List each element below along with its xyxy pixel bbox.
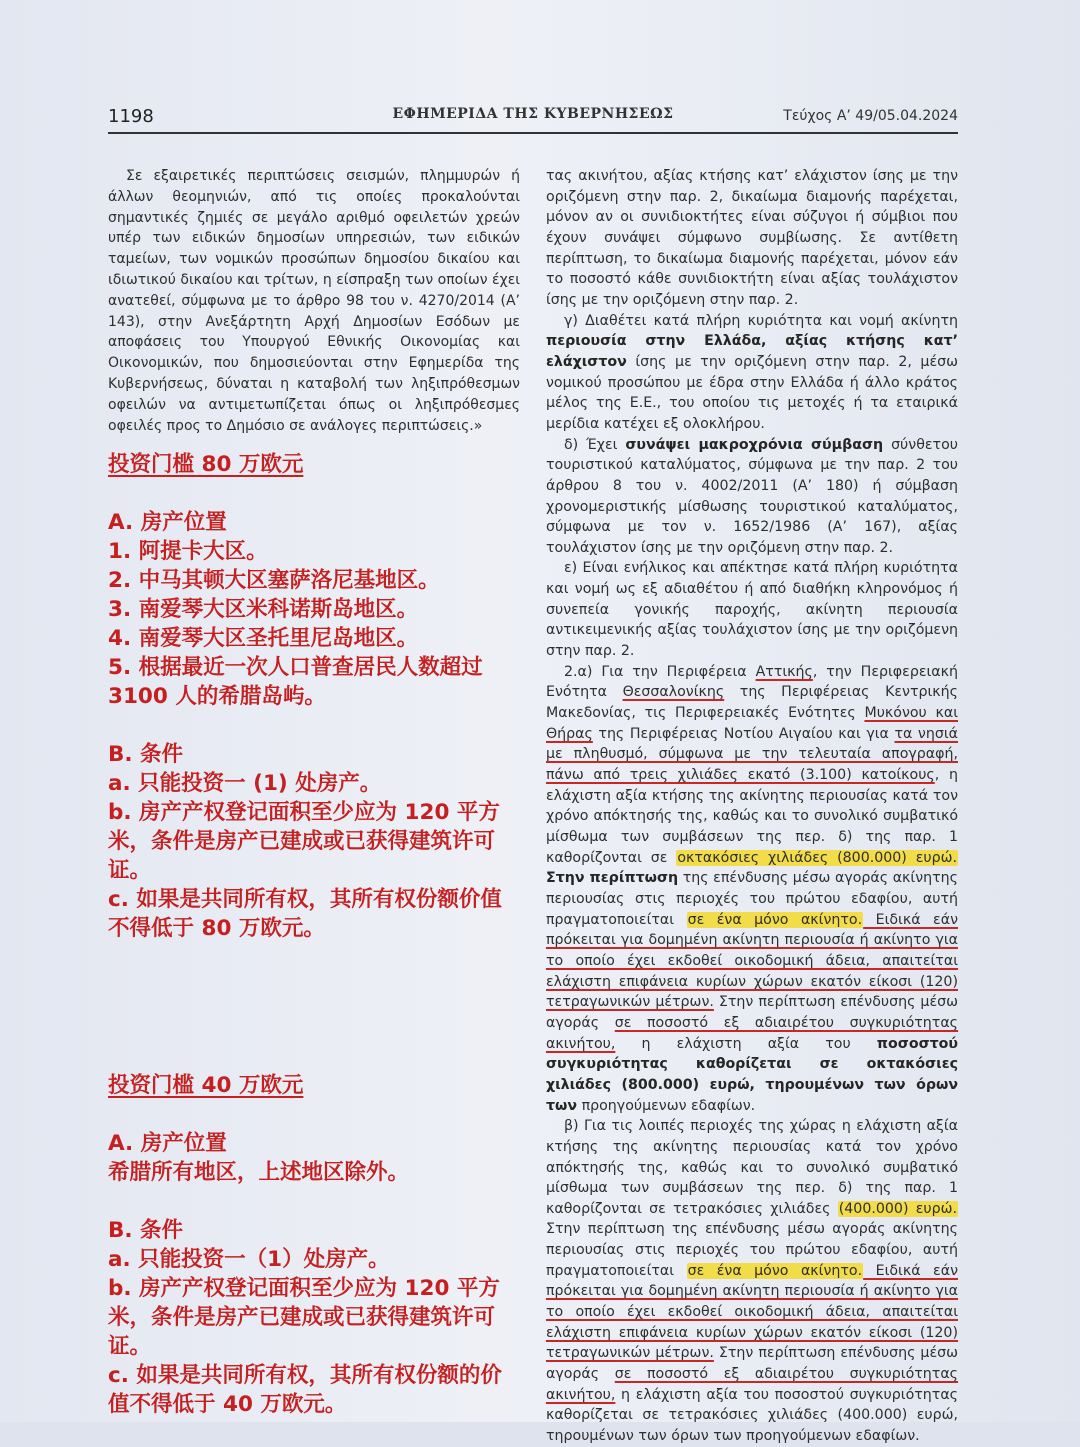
section-b-title: B. 条件 (108, 1218, 184, 1244)
location-item: 4. 南爱琴大区圣托里尼岛地区。 (108, 626, 419, 652)
section-a-title: A. 房产位置 (108, 510, 227, 536)
text-run: , η ελάχιστη αξία κτήσης της ακίνητης περιουσίας κατά τον χρόνο απόκτησής της, καθώς και το συνολικό συμβατικό μίσθωμα των συμβάσεων της περ. δ) της παρ. 1 καθορίζονται σε (546, 767, 958, 866)
page-number: 1198 (108, 106, 154, 127)
left-column (108, 166, 520, 1419)
highlighted-run: (400.000) ευρώ. (838, 1200, 957, 1217)
condition-item: a. 只能投资一 (1) 处房产。 (108, 771, 382, 797)
paragraph-delta (546, 435, 958, 559)
underlined-run: σε ποσοστό εξ αδιαιρέτου συγκυριότητας ακινήτου, (546, 1366, 959, 1403)
tier-400k (108, 1071, 520, 1419)
running-header (108, 104, 958, 134)
highlighted-run: σε ένα μόνο ακίνητο. (687, 911, 863, 928)
section-b-title: B. 条件 (108, 742, 184, 768)
highlighted-run: σε ένα μόνο ακίνητο. (687, 1262, 863, 1279)
bold-run: περιουσία στην Ελλάδα, αξίας κτήσης κατ’ ελάχιστον (546, 333, 958, 370)
paragraph-epsilon: ε) Είναι ενήλικος και απέκτησε κατά πλήρη κυριότητα και νομή ως εξ αδιαθέτου ή από διαθήκη κληρονόμος ή συνεπεία γονικής παροχής, ακίνητη περιουσία αντικειμενικής αξίας τουλάχιστον ίσης με την οριζόμενη στην παρ. 2. (546, 560, 958, 660)
text-run: η ελάχιστη αξία του (615, 1035, 877, 1052)
location-item: 2. 中马其顿大区塞萨洛尼基地区。 (108, 568, 440, 594)
text-run: προηγούμενων εδαφίων. (577, 1097, 756, 1114)
underlined-run: τα νησιά με πληθυσμό, σύμφωνα με την τελευταία απογραφή, πάνω από τρεις χιλιάδες εκατό (3.100) κατοίκους (546, 725, 958, 784)
text-run: , την Περιφερειακή Ενότητα (546, 663, 958, 701)
text-run: η ελάχιστη αξία του ποσοστού συγκυριότητας καθορίζεται σε τετρακόσιες χιλιάδες (400.000) ευρώ, τηρουμένων των όρων των προηγούμενων εδαφίων. (546, 1386, 958, 1445)
underlined-run: Ειδικά εάν πρόκειται για δομημένη ακίνητη περιουσία ή ακίνητο για το οποίο έχει εκδοθεί οικοδομική άδεια, απαιτείται ελάχιστη επιφάνεια κυρίων χώρων εκατόν είκοσι (120) τετραγωνικών μέτρων. (546, 911, 958, 1011)
text-run: 2.α) Για την Περιφέρεια (564, 663, 756, 680)
text-run: δ) Έχει (564, 436, 626, 453)
condition-item: b. 房产产权登记面积至少应为 120 平方米，条件是房产已建成或已获得建筑许可证。 (108, 800, 500, 884)
location-item: 1. 阿提卡大区。 (108, 539, 268, 565)
text-run: Στην περίπτωση της επένδυσης μέσω αγοράς ακίνητης περιουσίας στις περιοχές του πρώτου εδαφίου, αυτή πραγματοποιείται (546, 1221, 958, 1279)
paragraph-continued: τας ακινήτου, αξίας κτήσης κατ’ ελάχιστον ίσης με την οριζόμενη στην παρ. 2, δικαίωμα διαμονής παρέχεται, μόνον αν οι συνιδιοκτήτες είναι σύζυγοι ή σύμβιοι που έχουν συνάψει σύμφωνο συμβίωσης. Σε αντίθετη περίπτωση, το δικαίωμα διαμονής παρέχεται, μόνον εάν το ποσοστό κάθε συνιδιοκτήτη είναι αξίας τουλάχιστον ίσης με την οριζόμενη στην παρ. 2. (546, 168, 958, 308)
location-item: 希腊所有地区，上述地区除外。 (108, 1160, 410, 1186)
location-item: 3. 南爱琴大区米科诺斯岛地区。 (108, 597, 419, 623)
section-a-title: A. 房产位置 (108, 1131, 227, 1157)
greek-paragraph: Σε εξαιρετικές περιπτώσεις σεισμών, πλημμυρών ή άλλων θεομηνιών, από τις οποίες προκαλούνται σημαντικές ζημιές σε μεγάλο αριθμό οφειλετών χρεών υπέρ των ειδικών δημοσίων υπηρεσιών, των ειδικών ταμείων, των νομικών προσώπων δημοσίου δικαίου και ιδιωτικού δικαίου και τρίτων, η είσπραξη των οποίων έχει ανατεθεί, σύμφωνα με το άρθρο 98 του ν. 4270/2014 (Α’ 143), στην Ανεξάρτητη Αρχή Δημοσίων Εσόδων με αποφάσεις του Υπουργού Εθνικής Οικονομίας και Οικονομικών, που δημοσιεύονται στην Εφημερίδα της Κυβερνήσεως, δύναται η καταβολή των ληξιπρόθεσμων οφειλών να αντιμετωπίζεται όπως οι ληξιπρόθεσμες οφειλές προς το Δημόσιο σε ανάλογες περιπτώσεις.» (108, 168, 520, 434)
condition-item: c. 如果是共同所有权，其所有权份额的价值不得低于 40 万欧元。 (108, 1363, 502, 1418)
condition-item: c. 如果是共同所有权，其所有权份额价值不得低于 80 万欧元。 (108, 887, 502, 942)
text-run: σύνθετου τουριστικού καταλύματος, σύμφωνα με την παρ. 2 του άρθρου 8 του ν. 4002/2011 (Α’ 180) ή σύμβαση χρονομεριστικής μίσθωσης τουριστικού καταλύματος, σύμφωνα με τον ν. 1652/1986 (Α’ 167), αξίας τουλάχιστον ίσης με την οριζόμενη στην παρ. 2. (546, 436, 958, 556)
condition-item: a. 只能投资一（1）处房产。 (108, 1247, 390, 1273)
location-item: 5. 根据最近一次人口普查居民人数超过 3100 人的希腊岛屿。 (108, 655, 483, 710)
right-column (546, 166, 958, 1447)
journal-title: ΕΦΗΜΕΡΙΔΑ ΤΗΣ ΚΥΒΕΡΝΗΣΕΩΣ (392, 106, 674, 122)
text-run: Στην περίπτωση επένδυσης μέσω αγοράς (546, 1345, 959, 1383)
text-run: γ) Διαθέτει κατά πλήρη κυριότητα και νομή ακίνητη (564, 312, 958, 329)
text-run: της Περιφέρειας Κεντρικής Μακεδονίας, τις Περιφερειακές Ενότητες (546, 684, 958, 722)
bold-run: Στην περίπτωση (546, 870, 679, 887)
tier-heading: 投资门槛 40 万欧元 (108, 1073, 304, 1099)
underlined-run: σε ποσοστό εξ αδιαιρέτου συγκυριότητας ακινήτου, (546, 1014, 959, 1052)
text-run: της Περιφέρειας Νοτίου Αιγαίου και για (592, 725, 895, 742)
paragraph-2b (546, 1116, 958, 1447)
text-run: ίσης με την οριζόμενη στην παρ. 2, μέσω νομικού προσώπου με έδρα στην Ελλάδα ή άλλο κράτος μέλος της Ε.Ε., του οποίου τις μετοχές ή τα εταιρικά μερίδια κατέχει εξ ολοκλήρου. (546, 353, 958, 432)
bold-run: συνάψει μακροχρόνια σύμβαση (625, 436, 884, 453)
paragraph-2a (546, 662, 958, 1116)
bold-run: ποσοστού συγκυριότητας καθορίζεται σε οκτακόσιες χιλιάδες (800.000) ευρώ, τηρουμένων των όρων των (546, 1035, 958, 1114)
highlighted-run: οκτακόσιες χιλιάδες (800.000) ευρώ. (677, 849, 958, 866)
condition-item: b. 房产产权登记面积至少应为 120 平方米，条件是房产已建成或已获得建筑许可证。 (108, 1276, 500, 1360)
underlined-run: Μυκόνου και Θήρας (546, 705, 958, 742)
tier-heading: 投资门槛 80 万欧元 (108, 452, 304, 478)
underlined-run: Θεσσαλονίκης (622, 684, 725, 701)
tier-800k (108, 450, 520, 943)
underlined-run: Αττικής (755, 663, 813, 680)
underlined-run: Ειδικά εάν πρόκειται για δομημένη ακίνητη περιουσία ή ακίνητο για το οποίο έχει εκδοθεί οικοδομική άδεια, απαιτείται ελάχιστη επιφάνεια κυρίων χώρων εκατόν είκοσι (120) τετραγωνικών μέτρων. (546, 1262, 958, 1362)
paragraph-gamma (546, 311, 958, 435)
text-run: β) Για τις λοιπές περιοχές της χώρας η ελάχιστη αξία κτήσης της ακίνητης περιουσίας κατά τον χρόνο απόκτησής της, καθώς και το συνολικό συμβατικό μίσθωμα των συμβάσεων της περ. δ) της παρ. 1 καθορίζονται σε τετρακόσιες χιλιάδες (546, 1118, 958, 1217)
issue-number: Τεύχος Α’ 49/05.04.2024 (783, 108, 958, 124)
text-run: της επένδυσης μέσω αγοράς ακίνητης περιουσίας στις περιοχές του πρώτου εδαφίου, αυτή πραγματοποιείται (546, 870, 958, 928)
text-run: Στην περίπτωση επένδυσης μέσω αγοράς (546, 994, 959, 1031)
